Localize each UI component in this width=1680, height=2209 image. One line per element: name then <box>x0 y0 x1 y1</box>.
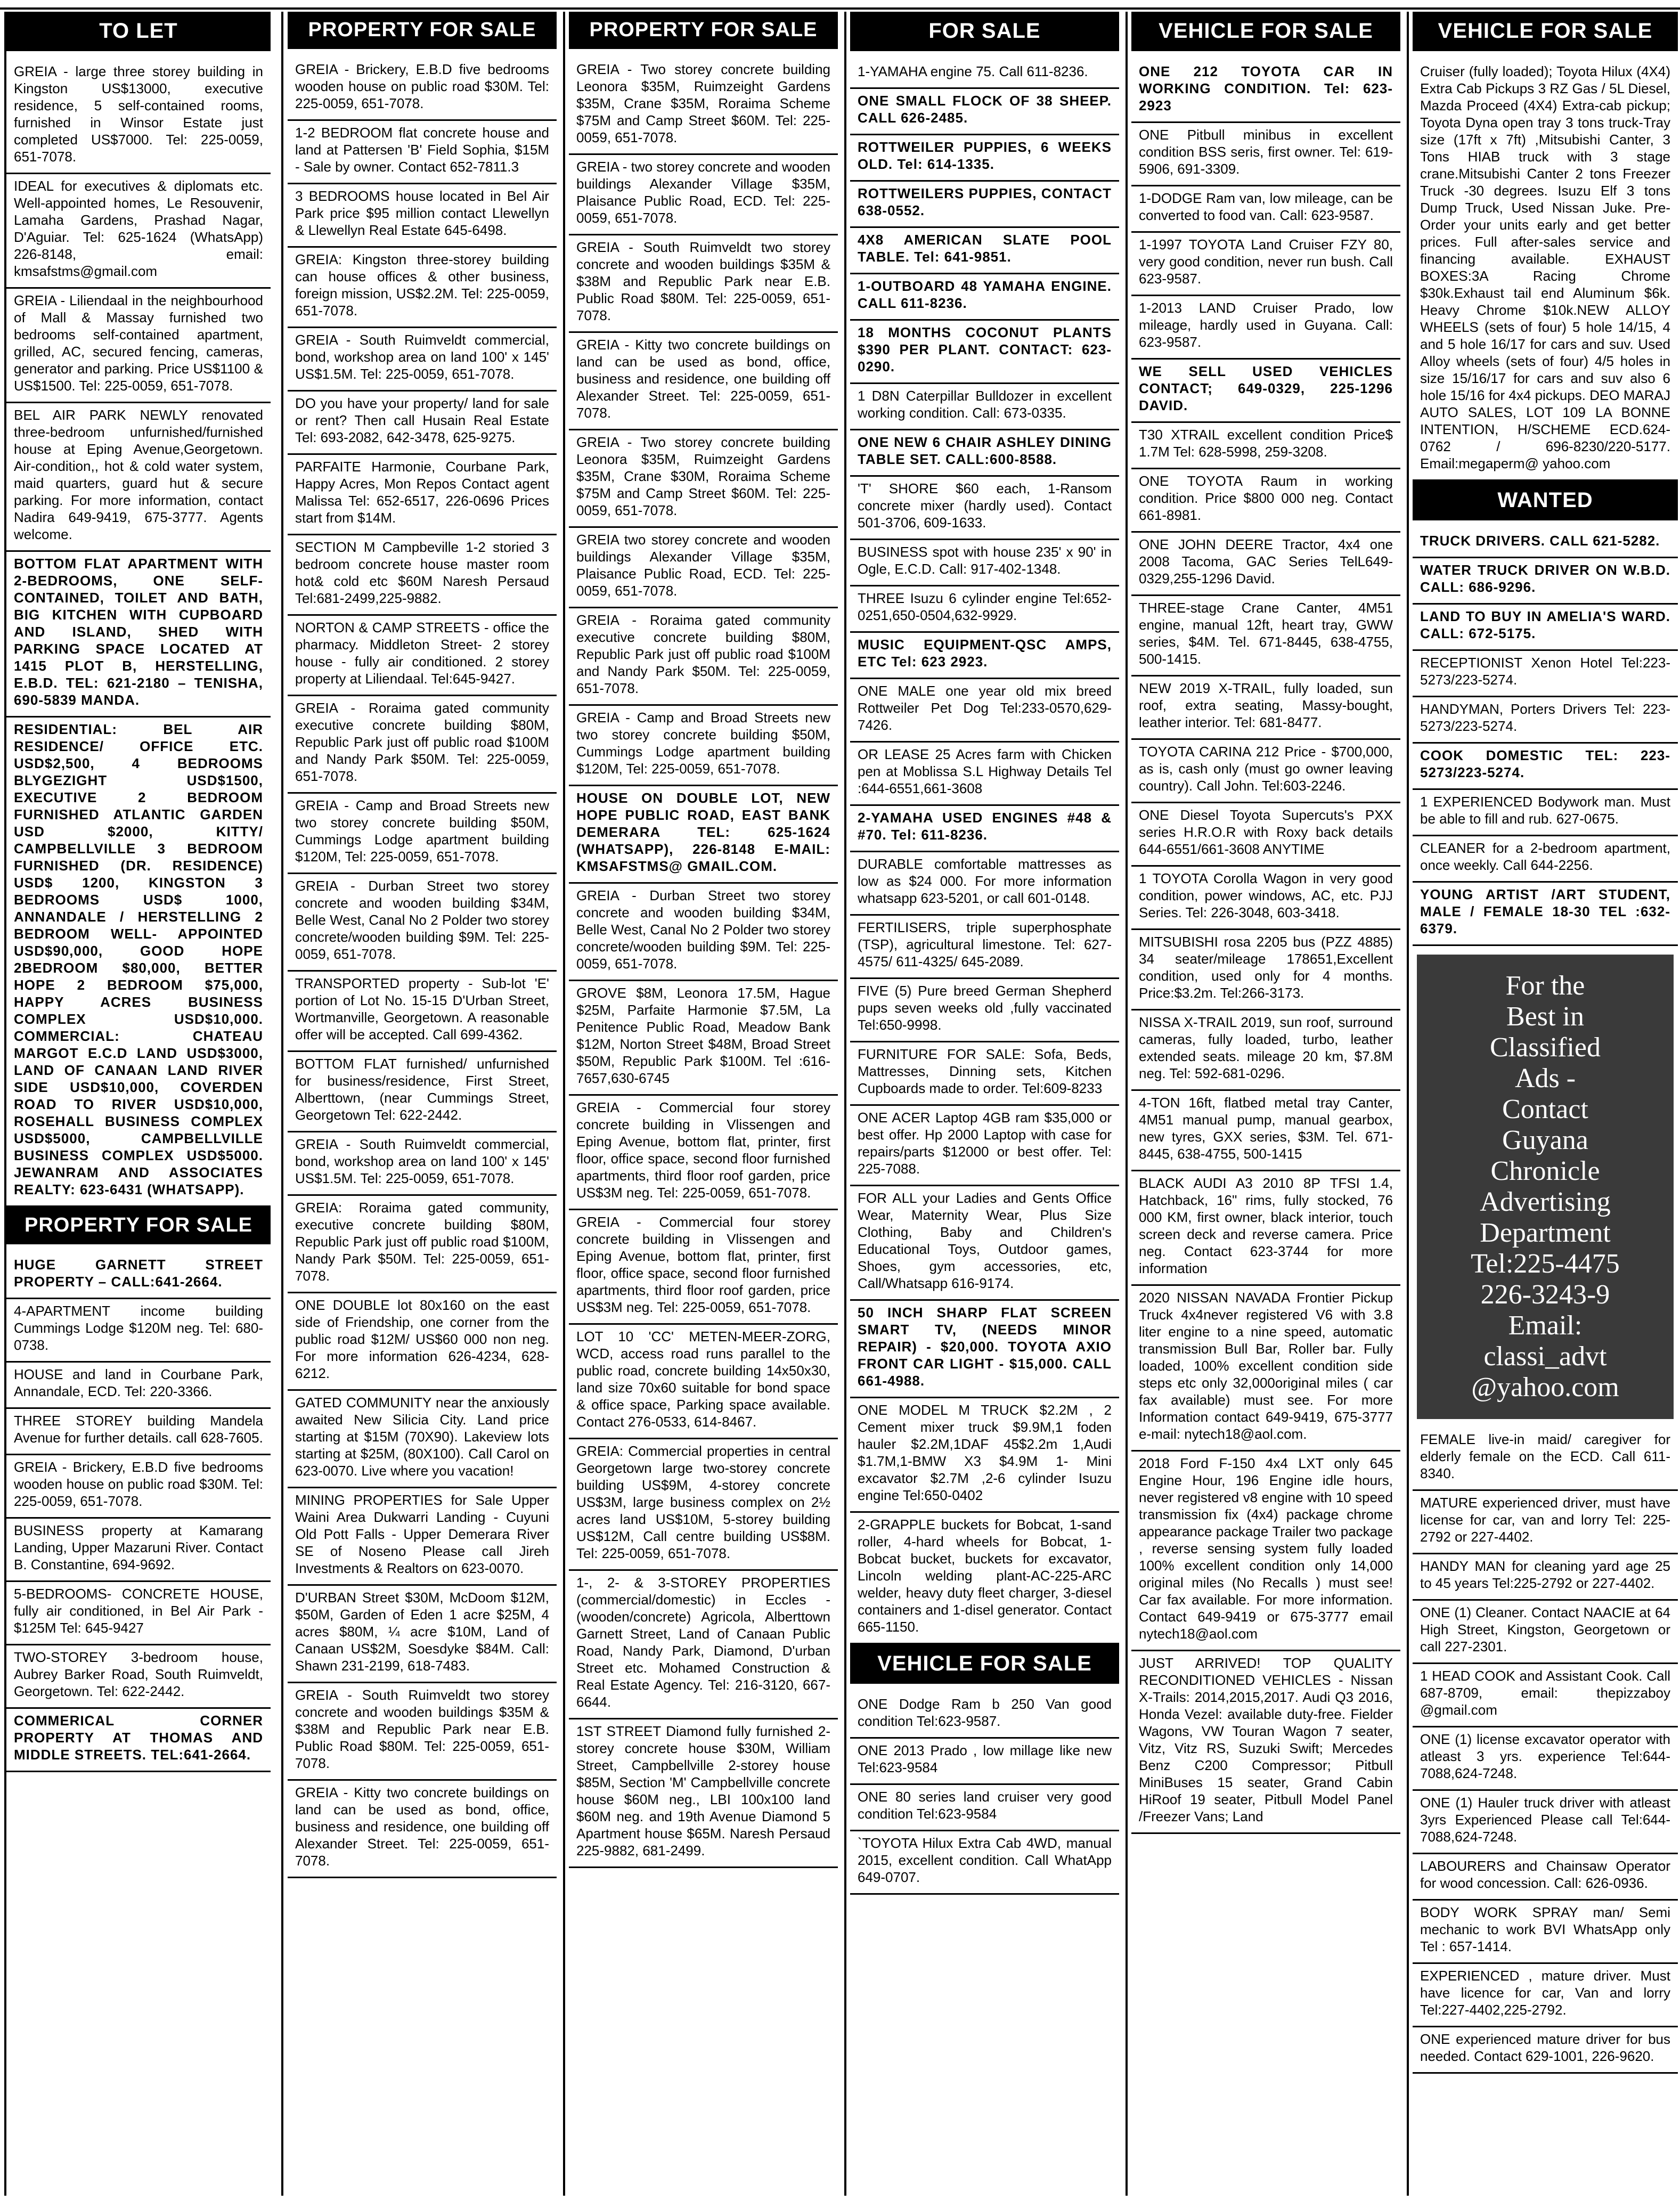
classified-ad: GREIA - Commercial four storey concrete building in Vlissengen and Eping Avenue, bottom flat, printer, first floor, office space, second floor furnished apartments, third floor roof garden, price US$3M neg. Tel: 225-0059, 651-7078. <box>569 1210 838 1325</box>
classified-ad: GREIA - Roraima gated community executive concrete building $80M, Republic Park just off public road $100M and Nandy Park $50M. Tel: 225-0059, 651-7078. <box>288 696 557 794</box>
classified-ad: 'T' SHORE $60 each, 1-Ransom concrete mixer (hardly used). Contact 501-3706, 609-1633. <box>850 477 1119 540</box>
promo-line: Chronicle <box>1490 1156 1600 1186</box>
classified-ad: BUSINESS spot with house 235' x 90' in Ogle, E.C.D. Call: 917-402-1348. <box>850 540 1119 586</box>
section-header-vehicle-for-sale: VEHICLE FOR SALE <box>850 1644 1119 1684</box>
classified-ad: 1 TOYOTA Corolla Wagon in very good condition, power windows, AC, etc. PJJ Series. Tel: 226-3048, 603-3418. <box>1131 867 1400 930</box>
classified-ad: GREIA - Kitty two concrete buildings on land can be used as bond, office, business and residence, one building off Alexander Street. Tel: 225-0059, 651-7078. <box>569 333 838 430</box>
classified-ad: ONE MALE one year old mix breed Rottweiler Pet Dog Tel:233-0570,629-7426. <box>850 679 1119 743</box>
classified-ad: THREE STOREY building Mandela Avenue for further details. call 628-7605. <box>6 1409 271 1455</box>
classified-ad: TRUCK DRIVERS. CALL 621-5282. <box>1413 529 1678 558</box>
classified-ad: GREIA - Durban Street two storey concrete and wooden building $34M, Belle West, Canal No 2 Polder two storey concrete/wooden building $9M. Tel: 225-0059, 651-7078. <box>288 874 557 972</box>
column-property-sale-2 <box>288 12 557 2196</box>
classified-ad: GREIA - Liliendaal in the neighbourhood of Mall & Massay furnished two bedrooms self-contained apartment, grilled, AC, secured fencing, cameras, generator and parking. Price US$1100 & US$1500. Tel: 225-0059, 651-7078. <box>6 289 271 403</box>
classified-ad: CLEANER for a 2-bedroom apartment, once weekly. Call 644-2256. <box>1413 836 1678 883</box>
column-divider <box>281 12 283 2196</box>
classified-ad: ROTTWEILERS PUPPIES, CONTACT 638-0552. <box>850 182 1119 228</box>
classified-ad: GREIA - Camp and Broad Streets new two storey concrete building $50M, Cummings Lodge apartment building $120M, Tel: 225-0059, 651-7078. <box>569 706 838 786</box>
classified-ad: BEL AIR PARK NEWLY renovated three-bedroom unfurnished/furnished house at Eping Avenue,Georgetown. Air-condition,, hot & cold water system, maid quarters, guard hut & secure parking. For more information, contact Nadira 649-9419, 675-3777. Agents welcome. <box>6 403 271 552</box>
classified-ad: ONE MODEL M TRUCK $2.2M , 2 Cement mixer truck $9.9M,1 foden hauler $2.2M,1DAF 45$2.2m 1,Audi $1.7M,1-BMW X3 $4.9M 1- Mini excavator $2.7M ,2-6 cylinder Isuzu engine Tel:650-0402 <box>850 1398 1119 1513</box>
classified-ad: 1-1997 TOYOTA Land Cruiser FZY 80, very good condition, never run bush. Call 623-9587. <box>1131 233 1400 296</box>
classified-ad: GREIA - South Ruimveldt commercial, bond, workshop area on land 100' x 145' US$1.5M. Tel: 225-0059, 651-7078. <box>288 328 557 392</box>
classified-ad: ONE SMALL FLOCK OF 38 SHEEP. CALL 626-2485. <box>850 89 1119 135</box>
classified-ad: FURNITURE FOR SALE: Sofa, Beds, Mattresses, Dinning sets, Kitchen Cupboards made to order. Tel:609-8233 <box>850 1042 1119 1106</box>
classified-ad: IDEAL for executives & diplomats etc. Well-appointed homes, Le Resouvenir, Lamaha Gardens, Prashad Nagar, D'Aguiar. Tel: 625-1624 (WhatsApp) 226-8148, email: kmsafstms@gmail.com <box>6 174 271 289</box>
classified-ad: GREIA - Roraima gated community executive concrete building $80M, Republic Park just off public road $100M and Nandy Park $50M. Tel: 225-0059, 651-7078. <box>569 608 838 706</box>
vehicle-sale-ads-3 <box>1413 60 1678 481</box>
classified-ad: GREIA - Brickery, E.B.D five bedrooms wooden house on public road $30M. Tel: 225-0059, 651-7078. <box>6 1455 271 1519</box>
section-header-property-for-sale: PROPERTY FOR SALE <box>6 1207 271 1244</box>
classified-ad: `TOYOTA Hilux Extra Cab 4WD, manual 2015, excellent condition. Call WhatApp 649-0707. <box>850 1831 1119 1895</box>
classified-ad: ONE TOYOTA Raum in working condition. Price $800 000 neg. Contact 661-8981. <box>1131 469 1400 533</box>
classified-ad: GREIA - Commercial four storey concrete building in Vlissengen and Eping Avenue, bottom flat, printer, first floor, office space, second floor furnished apartments, third floor roof garden, price US$3M neg. Tel: 225-0059, 651-7078. <box>569 1096 838 1210</box>
classified-ad: SECTION M Campbeville 1-2 storied 3 bedroom concrete house master room hot& cold etc $60M Naresh Persaud Tel:681-2499,225-9882. <box>288 535 557 616</box>
classified-ad: BOTTOM FLAT APARTMENT WITH 2-BEDROOMS, ONE SELF-CONTAINED, TOILET AND BATH, BIG KITCHEN WITH CUPBOARD AND ISLAND, SHED WITH PARKING SPACE LOCATED AT 1415 PLOT B, HERSTELLING, E.B.D. TEL: 621-2180 – TENISHA, 690-5839 MANDA. <box>6 552 271 718</box>
column-divider <box>1126 12 1128 2196</box>
classified-ad: ONE Pitbull minibus in excellent condition BSS seris, first owner. Tel: 619-5906, 691-3309. <box>1131 123 1400 186</box>
classified-ad: GREIA two storey concrete and wooden buildings Alexander Village $35M, Plaisance Public Road, ECD. Tel: 225-0059, 651-7078. <box>569 528 838 608</box>
classified-ad: JUST ARRIVED! TOP QUALITY RECONDITIONED VEHICLES - Nissan X-Trails: 2014,2015,2017. Audi Q3 2016, Honda Vezel: available duty-free. Fielder Wagons, VW Touran Wagon 7 seater, Vitz, Vitz RS, Suzuki Swift; Mercedes Benz C200 Compressor; Pitbull MiniBuses 15 seater, Grand Cabin HiRoof 19 seater, Pitbull Model Panel /Freezer Vans; Land <box>1131 1651 1400 1834</box>
classified-ad: ONE (1) license excavator operator with atleast 3 yrs. experience Tel:644-7088,624-7248. <box>1413 1727 1678 1791</box>
classified-ad: ROTTWEILER PUPPIES, 6 WEEKS OLD. Tel: 614-1335. <box>850 135 1119 182</box>
classified-ad: ONE (1) Cleaner. Contact NAACIE at 64 High Street, Kingston, Georgetown or call 227-2301. <box>1413 1601 1678 1664</box>
promo-line: Advertising <box>1480 1187 1611 1217</box>
classified-ad: LOT 10 'CC' METEN-MEER-ZORG, WCD, access road runs parallel to the public road, concrete building 14x50x30, land size 70x60 suitable for bond space & office space, Parking space available. Contact 276-0533, 614-8467. <box>569 1325 838 1439</box>
classified-ad: ONE (1) Hauler truck driver with atleast 3yrs Experienced Please call Tel:644-7088,624-7248. <box>1413 1791 1678 1854</box>
promo-line: Ads - <box>1514 1063 1576 1094</box>
section-header-to-let: TO LET <box>6 12 271 51</box>
promo-line: For the <box>1505 971 1585 1001</box>
classified-ad: T30 XTRAIL excellent condition Price$ 1.7M Tel: 628-5998, 259-3208. <box>1131 423 1400 469</box>
classified-ad: 1-OUTBOARD 48 YAMAHA ENGINE. CALL 611-8236. <box>850 274 1119 321</box>
classified-ad: 1-, 2- & 3-STOREY PROPERTIES (commercial/domestic) in Eccles - (wooden/concrete) Agricola, Alberttown Garnett Street, Land of Canaan Public Road, Nandy Park, Diamond, D'urban Street etc. Mohamed Construction & Real Estate Agency. Tel: 216-3120, 667-6644. <box>569 1571 838 1719</box>
classified-ad: BOTTOM FLAT furnished/ unfurnished for business/residence, First Street, Alberttown, (near Cummings Street, Georgetown Tel: 622-2442. <box>288 1052 557 1132</box>
classified-ad: GREIA - two storey concrete and wooden buildings Alexander Village $35M, Plaisance Public Road, ECD. Tel: 225-0059, 651-7078. <box>569 155 838 235</box>
classified-ad: ONE 212 TOYOTA CAR IN WORKING CONDITION. Tel: 623-2923 <box>1131 60 1400 123</box>
classified-ad: GREIA - South Ruimveldt two storey concrete and wooden buildings $35M & $38M and Republic Park near E.B. Public Road $80M. Tel: 225-0059, 651-7078. <box>569 235 838 333</box>
vehicle-sale-ads <box>850 1692 1119 1895</box>
classified-ad: 4X8 AMERICAN SLATE POOL TABLE. Tel: 641-9851. <box>850 228 1119 274</box>
section-header-property-for-sale-2: PROPERTY FOR SALE <box>288 12 557 49</box>
to-let-ads <box>6 60 271 1207</box>
classified-ad: HANDY MAN for cleaning yard age 25 to 45 years Tel:225-2792 or 227-4402. <box>1413 1554 1678 1601</box>
property-sale-ads-2 <box>288 58 557 1878</box>
classified-ad: COMMERICAL CORNER PROPERTY AT THOMAS AND MIDDLE STREETS. TEL:641-2664. <box>6 1709 271 1772</box>
classified-ad: TWO-STOREY 3-bedroom house, Aubrey Barker Road, South Ruimveldt, Georgetown. Tel: 622-2442. <box>6 1645 271 1709</box>
classified-ad: 1ST STREET Diamond fully furnished 2-storey concrete house $30M, William Street, Campbellville 2-storey house $85M, Section 'M' Campbellville concrete house $60M neg., LBI 100x100 land $60M neg. and 19th Avenue Diamond 5 Apartment house $65M. Naresh Persaud 225-9882, 681-2499. <box>569 1719 838 1868</box>
classified-ad: THREE-stage Crane Canter, 4M51 engine, manual 12ft, heart tray, GWW series, $4M. Tel. 671-8445, 638-4755, 500-1415. <box>1131 596 1400 676</box>
classified-ad: GREIA - large three storey building in Kingston US$13000, executive residence, 5 self-contained rooms, furnished in Winsor Estate just completed US$7000. Tel: 225-0059, 651-7078. <box>6 60 271 174</box>
advertising-promo-box <box>1417 955 1674 1419</box>
promo-line: classi_advt <box>1483 1341 1607 1372</box>
classified-ad: 50 INCH SHARP FLAT SCREEN SMART TV, (NEEDS MINOR REPAIR) - $20,000. TOYOTA AXIO FRONT CAR LIGHT - $15,000. CALL 661-4988. <box>850 1301 1119 1398</box>
classified-ad: TOYOTA CARINA 212 Price - $700,000, as is, cash only (must go owner leaving country). Call John. Tel:603-2246. <box>1131 740 1400 803</box>
classified-ad: 1 D8N Caterpillar Bulldozer in excellent working condition. Call: 673-0335. <box>850 384 1119 430</box>
top-rule <box>0 7 1680 10</box>
promo-line: 226-3243-9 <box>1480 1279 1610 1310</box>
classified-ad: BODY WORK SPRAY man/ Semi mechanic to work BVI WhatsApp only Tel : 657-1414. <box>1413 1901 1678 1964</box>
classified-ad: ONE 2013 Prado , low millage like new Tel:623-9584 <box>850 1739 1119 1785</box>
classified-ad: MITSUBISHI rosa 2205 bus (PZZ 4885) 34 seater/mileage 178651,Excellent condition, used only for 4 months. Price:$3.2m. Tel:266-3173. <box>1131 930 1400 1010</box>
classified-ad: DURABLE comfortable mattresses as low as $24 000. For more information whatsapp 623-5201, or call 601-0148. <box>850 852 1119 916</box>
classified-ad: MATURE experienced driver, must have license for car, van and lorry Tel: 225-2792 or 227-4402. <box>1413 1491 1678 1554</box>
classified-ad: GREIA - Camp and Broad Streets new two storey concrete building $50M, Cummings Lodge apartment building $120M, Tel: 225-0059, 651-7078. <box>288 794 557 874</box>
column-vehicle-wanted <box>1413 12 1678 2196</box>
classified-ad: WE SELL USED VEHICLES CONTACT; 649-0329, 225-1296 DAVID. <box>1131 360 1400 423</box>
vehicle-sale-ads-2 <box>1131 60 1400 1834</box>
promo-line: Email: <box>1508 1310 1583 1341</box>
classified-ad: LAND TO BUY IN AMELIA'S WARD. CALL: 672-5175. <box>1413 605 1678 651</box>
classified-ad: BLACK AUDI A3 2010 8P TFSI 1.4, Hatchback, 16" rims, fully stocked, 76 000 KM, first owner, black interior, touch screen deck and reverse camera. Price neg. Contact 623-3744 for more information <box>1131 1171 1400 1286</box>
promo-line: Guyana <box>1502 1125 1588 1155</box>
classified-ad: DO you have your property/ land for sale or rent? Then call Husain Real Estate Tel: 693-2082, 642-3478, 625-9275. <box>288 392 557 455</box>
classified-ad: 2018 Ford F-150 4x4 LXT only 645 Engine Hour, 196 Engine idle hours, never registered v8 engine with 10 speed transmission fix (4x4) package chrome appearance package Trailer two package , reverse sensing system fully loaded 100% excellent condition only 14,000 original miles (No Recalls ) must see! Car fax available. For more information. Contact 649-9419 or 675-3777 email nytech18@aol.com <box>1131 1452 1400 1651</box>
classified-ad: ONE ACER Laptop 4GB ram $35,000 or best offer. Hp 2000 Laptop with case for repairs/parts $12000 or best offer. Tel: 225-7088. <box>850 1106 1119 1186</box>
section-header-vehicle-for-sale-2: VEHICLE FOR SALE <box>1131 12 1400 51</box>
classified-ad: 2-GRAPPLE buckets for Bobcat, 1-sand roller, 4-hard wheels for Bobcat, 1-Bobcat bucket, buckets for excavator, Lincoln welding plant-AC-225-ARC welder, heavy duty fleet charger, 3-diesel containers and 1-disel generator. Contact 665-1150. <box>850 1513 1119 1644</box>
classified-ad: GREIA - Durban Street two storey concrete and wooden building $34M, Belle West, Canal No 2 Polder two storey concrete/wooden building $9M. Tel: 225-0059, 651-7078. <box>569 884 838 981</box>
classified-ad: GROVE $8M, Leonora 17.5M, Hague $25M, Parfaite Harmonie $7.5M, La Penitence Public Road, Meadow Bank $12M, Norton Street $48M, Broad Street $50M, Republic Park $100M. Tel :616-7657,630-6745 <box>569 981 838 1096</box>
section-header-for-sale: FOR SALE <box>850 12 1119 51</box>
classified-ad: ONE NEW 6 CHAIR ASHLEY DINING TABLE SET. CALL:600-8588. <box>850 430 1119 477</box>
classified-ad: 3 BEDROOMS house located in Bel Air Park price $95 million contact Llewellyn & Llewellyn Real Estate 645-6498. <box>288 184 557 248</box>
classified-ad: ONE Dodge Ram b 250 Van good condition Tel:623-9587. <box>850 1692 1119 1739</box>
classified-ad: GATED COMMUNITY near the anxiously awaited New Silicia City. Land price starting at $15M (70X90). Lakeview lots starting at $25M, (80X100). Call Carol on 623-0070. Live where you vacation! <box>288 1391 557 1488</box>
property-sale-ads <box>6 1253 271 1772</box>
classified-ad: FERTILISERS, triple superphosphate (TSP), agricultural limestone. Tel: 627-4575/ 611-4325/ 645-2089. <box>850 916 1119 979</box>
classified-ad: LABOURERS and Chainsaw Operator for wood concession. Call: 626-0936. <box>1413 1854 1678 1901</box>
classified-ad: GREIA - Two storey concrete building Leonora $35M, Ruimzeight Gardens $35M, Crane $35M, Roraima Scheme $75M and Camp Street $60M. Tel: 225-0059, 651-7078. <box>569 58 838 155</box>
classified-ad: YOUNG ARTIST /ART STUDENT, MALE / FEMALE 18-30 TEL :632-6379. <box>1413 883 1678 946</box>
classified-ad: 1-DODGE Ram van, low mileage, can be converted to food van. Call: 623-9587. <box>1131 186 1400 233</box>
classified-ad: Cruiser (fully loaded); Toyota Hilux (4X4) Extra Cab Pickups 3 RZ Gas / 5L Diesel, Mazda Proceed (4X4) Extra-cab pickup; Toyota Dyna open tray 3 tons truck-Tray size (17ft x 7ft) ,Mitsubishi Canter, 3 Tons HIAB truck with 3 stage crane.Mitsubishi Canter 2 tons Freezer Truck -30 degrees. Isuzu Elf 3 tons Dump Truck, Used Nissan Juke. Pre-Order your units early and get better prices. Full after-sales service and financing available. EXHAUST BOXES:3A Racing Chrome $30k.Exhaust tail end Aluminum $6k. Heavy Chrome $10k.NEW ALLOY WHEELS (sets of four) 5 hole 14/15, 4 and 5 hole 16/17 for cars and suv. Used Alloy wheels (sets of four) 4/5 holes in size 15/16/17 for cars and suv also 6 hole 15/16 for 4x4 pickups. DEO MARAJ AUTO SALES, LOT 109 LA BONNE INTENTION, H/SCHEME ECD.624-0762 / 696-8230/220-5177. Email:megaperm@ yahoo.com <box>1413 60 1678 481</box>
classified-ad: 1-2 BEDROOM flat concrete house and land at Pattersen 'B' Field Sophia, $15M - Sale by owner. Contact 652-7811.3 <box>288 121 557 184</box>
classified-ad: GREIA - Kitty two concrete buildings on land can be used as bond, office, business and residence, one building off Alexander Street. Tel: 225-0059, 651-7078. <box>288 1781 557 1878</box>
classified-ad: WATER TRUCK DRIVER ON W.B.D. CALL: 686-9296. <box>1413 558 1678 605</box>
classified-ad: HOUSE and land in Courbane Park, Annandale, ECD. Tel: 220-3366. <box>6 1363 271 1409</box>
promo-line: Tel:225-4475 <box>1471 1249 1620 1279</box>
classified-ad: FEMALE live-in maid/ caregiver for elderly female on the ECD. Call 611-8340. <box>1413 1428 1678 1491</box>
promo-line: Contact <box>1502 1094 1588 1124</box>
classified-ad: 4-APARTMENT income building Cummings Lodge $120M neg. Tel: 680-0738. <box>6 1299 271 1363</box>
classified-ad: GREIA: Roraima gated community, executive concrete building $80M, Republic Park just off public road $100M, Nandy Park $50M. Tel: 225-0059, 651-7078. <box>288 1196 557 1293</box>
classified-ad: RECEPTIONIST Xenon Hotel Tel:223-5273/223-5274. <box>1413 651 1678 697</box>
classified-ad: 1-2013 LAND Cruiser Prado, low mileage, hardly used in Guyana. Call: 623-9587. <box>1131 296 1400 360</box>
classified-ad: GREIA - Two storey concrete building Leonora $35M, Ruimzeight Gardens $35M, Crane $30M, Roraima Scheme $75M and Camp Street $60M. Tel: 225-0059, 651-7078. <box>569 430 838 528</box>
classified-ad: NISSA X-TRAIL 2019, sun roof, surround cameras, fully loaded, turbo, leather extended seats. mileage 20 km, $7.8M neg. Tel: 592-681-0296. <box>1131 1010 1400 1091</box>
classified-ad: GREIA - South Ruimveldt commercial, bond, workshop area on land 100' x 145' US$1.5M. Tel: 225-0059, 651-7078. <box>288 1132 557 1196</box>
classified-ad: NORTON & CAMP STREETS - office the pharmacy. Middleton Street- 2 storey house - fully air conditioned. 2 storey property at Liliendaal. Tel:645-9427. <box>288 616 557 696</box>
classified-ad: MUSIC EQUIPMENT-QSC AMPS, ETC Tel: 623 2923. <box>850 633 1119 679</box>
column-vehicle-sale <box>1131 12 1400 2196</box>
promo-line: Best in <box>1506 1001 1584 1032</box>
classified-ad: NEW 2019 X-TRAIL, fully loaded, sun roof, extra seating, Massy-bought, leather interior. Tel: 681-8477. <box>1131 676 1400 740</box>
classified-ad: TRANSPORTED property - Sub-lot 'E' portion of Lot No. 15-15 D'Urban Street, Wortmanville, Georgetown. A reasonable offer will be accepted. Call 699-4362. <box>288 972 557 1052</box>
classified-ad: HUGE GARNETT STREET PROPERTY – CALL:641-2664. <box>6 1253 271 1299</box>
classified-ad: EXPERIENCED , mature driver. Must have licence for car, Van and lorry Tel:227-4402,225-2792. <box>1413 1964 1678 2027</box>
section-header-property-for-sale-3: PROPERTY FOR SALE <box>569 12 838 49</box>
classified-ad: COOK DOMESTIC TEL: 223-5273/223-5274. <box>1413 744 1678 790</box>
column-to-let <box>4 12 271 2196</box>
classified-ad: GREIA: Kingston three-storey building can house offices & other business, foreign mission, US$2.2M. Tel: 225-0059, 651-7078. <box>288 248 557 328</box>
classified-ad: FOR ALL your Ladies and Gents Office Wear, Maternity Wear, Plus Size Clothing, Baby and Children's Educational Toys, Outdoor games, Shoes, gym accessories, etc, Call/Whatsapp 616-9174. <box>850 1186 1119 1301</box>
column-for-sale <box>850 12 1119 2196</box>
classified-ad: 1 EXPERIENCED Bodywork man. Must be able to fill and rub. 627-0675. <box>1413 790 1678 836</box>
classified-ad: 4-TON 16ft, flatbed metal tray Canter, 4M51 manual pump, manual gearbox, new tyres, GXX series, $3M. Tel. 671-8445, 638-4755, 500-1415 <box>1131 1091 1400 1171</box>
classified-ad: OR LEASE 25 Acres farm with Chicken pen at Moblissa S.L Highway Details Tel :644-6551,661-3608 <box>850 743 1119 806</box>
classified-ad: RESIDENTIAL: BEL AIR RESIDENCE/ OFFICE ETC. USD$2,500, 4 BEDROOMS BLYGEZIGHT USD$1500, EXECUTIVE 2 BEDROOM FURNISHED ATLANTIC GARDEN USD $2000, KITTY/ CAMPBELLVILLE 3 BEDROOM FURNISHED (DR. RESIDENCE) USD$ 1200, KINGSTON 3 BEDROOMS USD$ 1000, ANNANDALE / HERSTELLING 2 BEDROOM WELL- APPOINTED USD$90,000, GOOD HOPE 2BEDROOM $80,000, BETTER HOPE 2 BEDROOM $75,000, HAPPY ACRES BUSINESS COMPLEX USD$10,000. COMMERCIAL: CHATEAU MARGOT E.C.D LAND USD$3000, LAND OF CANAAN LAND RIVER SIDE USD$10,000, COVERDEN ROAD TO RIVER USD$10,000, ROSEHALL BUSINESS COMPLEX USD$5000, CAMPBELLVILLE BUSINESS COMPLEX USD$5000. JEWANRAM AND ASSOCIATES REALTY: 623-6431 (WHATSAPP). <box>6 718 271 1207</box>
classified-ad: ONE Diesel Toyota Supercuts's PXX series H.R.O.R with Roxy back details 644-6551/661-3608 ANYTIME <box>1131 803 1400 867</box>
promo-line: Classified <box>1490 1032 1601 1063</box>
classified-ad: GREIA - South Ruimveldt two storey concrete and wooden buildings $35M & $38M and Republic Park near E.B. Public Road $80M. Tel: 225-0059, 651-7078. <box>288 1683 557 1781</box>
classified-ad: GREIA - Brickery, E.B.D five bedrooms wooden house on public road $30M. Tel: 225-0059, 651-7078. <box>288 58 557 121</box>
classified-ad: D'URBAN Street $30M, McDoom $12M, $50M, Garden of Eden 1 acre $25M, 4 acres $80M, ¼ acre $10M, Land of Canaan US$2M, Soesdyke $84M. Call: Shawn 231-2199, 618-7483. <box>288 1586 557 1683</box>
classified-ad: THREE Isuzu 6 cylinder engine Tel:652-0251,650-0504,632-9929. <box>850 586 1119 633</box>
column-divider <box>844 12 846 2196</box>
classified-ad: ONE 80 series land cruiser very good condition Tel:623-9584 <box>850 1785 1119 1831</box>
classified-ad: HANDYMAN, Porters Drivers Tel: 223-5273/223-5274. <box>1413 697 1678 744</box>
classified-ad: 18 MONTHS COCONUT PLANTS $390 PER PLANT. CONTACT: 623-0290. <box>850 321 1119 384</box>
section-header-vehicle-for-sale-3: VEHICLE FOR SALE <box>1413 12 1678 51</box>
property-sale-ads-3 <box>569 58 838 1868</box>
section-header-wanted: WANTED <box>1413 481 1678 520</box>
classified-ad: BUSINESS property at Kamarang Landing, Upper Mazaruni River. Contact B. Constantine, 694-9692. <box>6 1519 271 1582</box>
classified-ad: GREIA: Commercial properties in central Georgetown large two-storey concrete building US$9M, 4-storey concrete US$3M, large business complex on 2½ acres land US$10M, 5-storey building US$12M, Call centre building US$8M. Tel: 225-0059, 651-7078. <box>569 1439 838 1571</box>
classified-ad: ONE experienced mature driver for bus needed. Contact 629-1001, 226-9620. <box>1413 2027 1678 2074</box>
column-divider <box>563 12 565 2196</box>
classified-ad: 5-BEDROOMS- CONCRETE HOUSE, fully air conditioned, in Bel Air Park - $125M Tel: 645-9427 <box>6 1582 271 1645</box>
classified-ad: 1 HEAD COOK and Assistant Cook. Call 687-8709, email: thepizzaboy @gmail.com <box>1413 1664 1678 1727</box>
classified-ad: FIVE (5) Pure breed German Shepherd pups seven weeks old ,fully vaccinated Tel:650-9998. <box>850 979 1119 1042</box>
column-divider <box>1407 12 1409 2196</box>
classified-ad: HOUSE ON DOUBLE LOT, NEW HOPE PUBLIC ROAD, EAST BANK DEMERARA TEL: 625-1624 (WHATSAPP), 226-8148 E-MAIL: KMSAFSTMS@ GMAIL.COM. <box>569 786 838 884</box>
promo-line: @yahoo.com <box>1471 1372 1619 1403</box>
classified-ad: 1-YAMAHA engine 75. Call 611-8236. <box>850 60 1119 89</box>
classified-ad: ONE DOUBLE lot 80x160 on the east side of Friendship, one corner from the public road $12M/ US$60 000 non neg. For more information 626-4234, 628-6212. <box>288 1293 557 1391</box>
wanted-ads-2 <box>1413 1428 1678 2074</box>
column-property-sale-3 <box>569 12 838 2196</box>
classified-ad: MINING PROPERTIES for Sale Upper Waini Area Dukwarri Landing - Cuyuni Old Pott Falls - Upper Demerara River SE of Noseno Please call Jireh Investments & Realtors on 623-0070. <box>288 1488 557 1586</box>
for-sale-ads <box>850 60 1119 1644</box>
classified-ad: 2-YAMAHA USED ENGINES #48 & #70. Tel: 611-8236. <box>850 806 1119 852</box>
classified-ad: 2020 NISSAN NAVADA Frontier Pickup Truck 4x4never registered V6 with 3.8 liter engine to a nine speed, automatic transmission Bull Bar, Roller bar. Fully loaded, 100% excellent condition side steps etc only 32,000original miles ( car fax available) must see. For more Information contact 649-9419, 675-3777 e-mail: nytech18@aol.com. <box>1131 1286 1400 1452</box>
classified-ad: ONE JOHN DEERE Tractor, 4x4 one 2008 Tacoma, GAC Series TelL649-0329,255-1296 David. <box>1131 533 1400 596</box>
wanted-ads <box>1413 529 1678 946</box>
classified-ad: PARFAITE Harmonie, Courbane Park, Happy Acres, Mon Repos Contact agent Malissa Tel: 652-6517, 226-0696 Prices start from $14M. <box>288 455 557 535</box>
promo-line: Department <box>1480 1218 1611 1248</box>
